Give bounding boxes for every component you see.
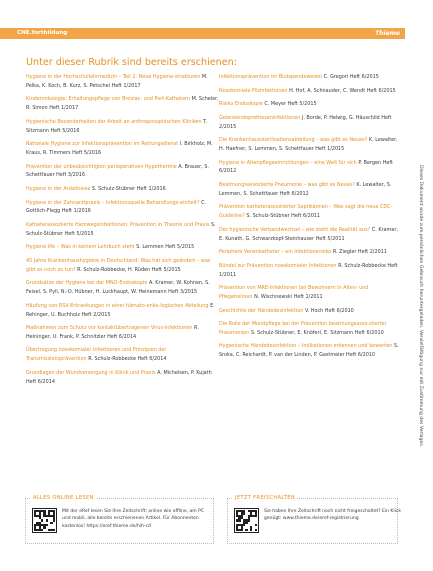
article-title: Übertragung nosokomialer Infektionen und Prinzipien der Transmissionsprävention (26, 347, 167, 363)
article-meta: S. Schulz-Stübner Heft 1/2016 (91, 185, 166, 192)
article-meta: S. Sroka, C. Reichardt, P. van der Linden, P. Gastmeier Heft 6/2010 (219, 343, 399, 359)
article-entry (219, 307, 399, 316)
article-entry (219, 73, 399, 82)
article-meta: R. Schulz-Robbecke Heft 6/2014 (88, 356, 167, 363)
online-read-box (25, 495, 214, 544)
activate-text: Sie haben Ihre Zeitschrift noch nicht freigeschaltet? Ein Klick genügt: www.thieme.de/eref-registrierung (264, 509, 401, 522)
article-entry (26, 221, 221, 239)
article-title: Die Krankenhaussterilisationsabteilung – was gibt es Neues? (219, 137, 368, 144)
article-entry (26, 324, 221, 342)
article-entry (219, 87, 399, 96)
article-entry (219, 159, 399, 177)
article-title: Gelenkendoprotheseninfektionen (219, 114, 301, 121)
article-entry (219, 181, 399, 199)
article-meta: C. Meyer Heft 5/2015 (264, 101, 317, 108)
article-title: Häufung von RSV-Erkrankungen in einer hämato-onko-logischen Abteilung (26, 302, 209, 309)
article-entry (26, 199, 221, 217)
article-title: Kinderonkologie: Erhaltungspflege von Broviac- und Port-Kathetern (26, 96, 191, 103)
article-title: Der hygienische Verbandwechsel – wie steht die Realität aus? (219, 226, 371, 233)
online-read-label: ALLES ONLINE LESEN (33, 495, 94, 501)
article-title: Die Rolle der Mundpflege bei der Prävention beatmungsasso-ziierter Pneumonien (219, 321, 387, 336)
article-meta: S. Lemmen Heft 5/2015 (136, 244, 195, 251)
article-title: Grundsätze der Hygiene bei der MNO-Endoskopie (26, 280, 148, 287)
article-title: Beatmungsassoziierte Pneumonie – was gibt es Neues? (219, 181, 355, 188)
article-title: Nosokomiale Pilzinfektionen (219, 87, 288, 94)
article-meta: S. Schulz-Stübner Heft 6/2011 (246, 213, 321, 220)
article-entry (219, 342, 399, 360)
article-meta: A. Brauer, S. Schettfauer Heft 3/2016 (26, 163, 209, 179)
article-meta: H. Hof, A. Schnauder, C. Wendt Heft 6/2015 (289, 87, 396, 94)
article-title: Grundlagen der Wundversorgung in Klinik und Praxis (26, 369, 156, 376)
article-entry (219, 136, 399, 154)
article-entry (26, 95, 221, 113)
article-title: Maßnahmen zum Schutz vor kontaktübertragenen Virus-Infektionen (26, 325, 193, 332)
article-entry (219, 262, 399, 280)
article-title: Risiko Endoskopie (219, 101, 263, 108)
article-meta: K. Lewalter, H. Haefner, S. Lemmen, S. Schettfauer Heft 1/2015 (219, 137, 398, 152)
article-meta: C. Kramer, E. Kunath, G. Schwarzkopf-Steinhauser Heft 5/2011 (219, 226, 398, 242)
qr-code-icon (32, 508, 57, 533)
article-entry (26, 369, 221, 387)
article-meta: K. Lewalter, S. Lemmen, S. Schettfauer Heft 6/2012 (219, 181, 392, 197)
article-meta: N. Wischnewski Heft 1/2011 (254, 293, 323, 300)
article-meta: C. Gregori Heft 6/2015 (323, 74, 379, 80)
article-meta: A. Michelsen, P. Kujath Heft 6/2014 (26, 369, 212, 385)
page-heading: Unter dieser Rubrik sind bereits erschienen: (26, 57, 237, 68)
left-column (26, 73, 221, 391)
article-entry (26, 140, 221, 158)
article-title: Prävention katheterassoziierter Septikämien – Was sagt die neue CDC-Guideline? (219, 204, 393, 220)
article-entry (26, 346, 221, 364)
article-title: Hygiene in Altenpflegeeinrichtungen – eine Welt für sich (219, 159, 357, 166)
article-entry (219, 248, 399, 257)
article-meta: M. Scheler, R. Simon Heft 1/2017 (26, 96, 219, 112)
article-entry (219, 320, 399, 338)
article-meta: J. Borde, P. Helwig, G. Häuschild Heft 2/2015 (219, 114, 392, 130)
article-title: Hygiene life – Was in keinem Lehrbuch steht (26, 244, 135, 251)
article-title: Geschichte der Händedesinfektion (219, 307, 304, 314)
article-title: Hygienische Händedesinfektion – Indikationen erkennen und bewerten (219, 343, 393, 350)
article-meta: E. Rehinger, U. Buchholz Heft 2/2015 (26, 302, 215, 318)
article-meta: R. Schulz-Robbecke, H. Rüden Heft 5/2015 (77, 266, 181, 273)
article-title: Hygiene in der Anästhesie (26, 185, 91, 192)
article-title: 45 Jahre Krankenhaushygiene in Deutschland: Was hat sich geändert – was gibt es noch zu tun? (26, 257, 211, 273)
article-entry (26, 243, 221, 252)
article-meta: V. Hoch Heft 6/2010 (304, 307, 354, 314)
article-title: Rationale Hygiene zur Infektionsprävention im Rettungsdienst (26, 141, 179, 148)
article-entry (219, 100, 399, 109)
header-band (0, 28, 405, 39)
article-entry (26, 279, 221, 297)
article-entry (26, 73, 221, 91)
article-title: Prävention der unbeabsichtigten perioperativen Hypothermie (26, 163, 177, 170)
publisher-logo: Thieme (375, 30, 400, 37)
article-meta: M. Pelka, K. Koch, B. Kurz, S. Petschel Heft 1/2017 (26, 74, 208, 89)
article-meta: S. Schulz-Stübner, E. Knöferl, E. Sitzmann Heft 6/2010 (250, 329, 384, 336)
right-column (219, 73, 399, 365)
article-meta: S. Schulz-Stübner Heft 5/2015 (26, 221, 216, 237)
article-meta: R. Schulz-Robbecke Heft 1/2011 (219, 262, 398, 278)
article-entry (26, 118, 221, 136)
section-tag: CNE.fortbildung (17, 30, 68, 36)
article-entry (219, 284, 399, 302)
article-entry (26, 163, 221, 181)
article-title: Katheterassoziierte Harnwegsinfektionen: Prävention in Theorie und Praxis (26, 221, 210, 228)
article-meta: P. Bergen Heft 6/2012 (219, 159, 393, 175)
article-meta: C. Gottlich-Flegg Heft 1/2016 (26, 199, 207, 215)
article-entry (219, 114, 399, 132)
article-entry (26, 185, 221, 194)
article-title: Hygiene in der Zahnarztpraxis – Infektionsquelle Behandlungs-einheit? (26, 199, 200, 206)
side-note: Dieses Dokument wurde zum persönlichen Gebrauch heruntergeladen. Vervielfältigung nur mit Zustimmung des Verlages. (418, 165, 423, 448)
article-title: Hygiene in der Hochschullehrmedizin – Teil 2: Neue Hygiene-strukturen (26, 74, 201, 80)
article-title: Hygienische Besonderheiten der Arbeit an anthroposophischen Kliniken (26, 118, 202, 125)
article-meta: I. Birkholz, M. Kraus, R. Timmers Heft 5/2016 (26, 141, 213, 156)
article-title: Infektionsprävention im Blutspendewesen (219, 74, 323, 80)
article-entry (219, 203, 399, 221)
article-title: Prävention von MRE-Infektionen bei Bewohnern in Alten- und Pflegeheimen (219, 285, 369, 300)
article-entry (219, 226, 399, 244)
article-meta: A. Kramer, W. Kohnen, S. Feisel, S. Pyll, N.-O. Hübner, H. Luckhaupt, W. Heinemann Heft 3/2015 (26, 280, 210, 296)
activate-label: JETZT FREISCHALTEN (235, 495, 296, 501)
article-title: Bündel zur Prävention nosokomialer Infektionen (219, 262, 337, 269)
activate-box (227, 495, 401, 544)
article-entry (26, 302, 221, 320)
article-meta: R. Heininger, U. Frank, P. Schnitzler Heft 6/2014 (26, 325, 199, 340)
article-meta: R. Ziegler Heft 2/2011 (332, 249, 387, 256)
online-read-text: Mit der eRef lesen Sie Ihre Zeitschrift: online wie offline, am PC und mobil, alle bereits erschienenen Artikel. Für Abonnenten kostenlos! https://eref.thieme.de/hih-cd (62, 509, 204, 529)
article-entry (26, 257, 221, 275)
article-title: Periphere Venenkatheter – ein Infektionsrisiko (219, 249, 332, 256)
article-meta: T. Sitzmann Heft 5/2016 (26, 118, 208, 134)
qr-code-icon (234, 508, 259, 533)
